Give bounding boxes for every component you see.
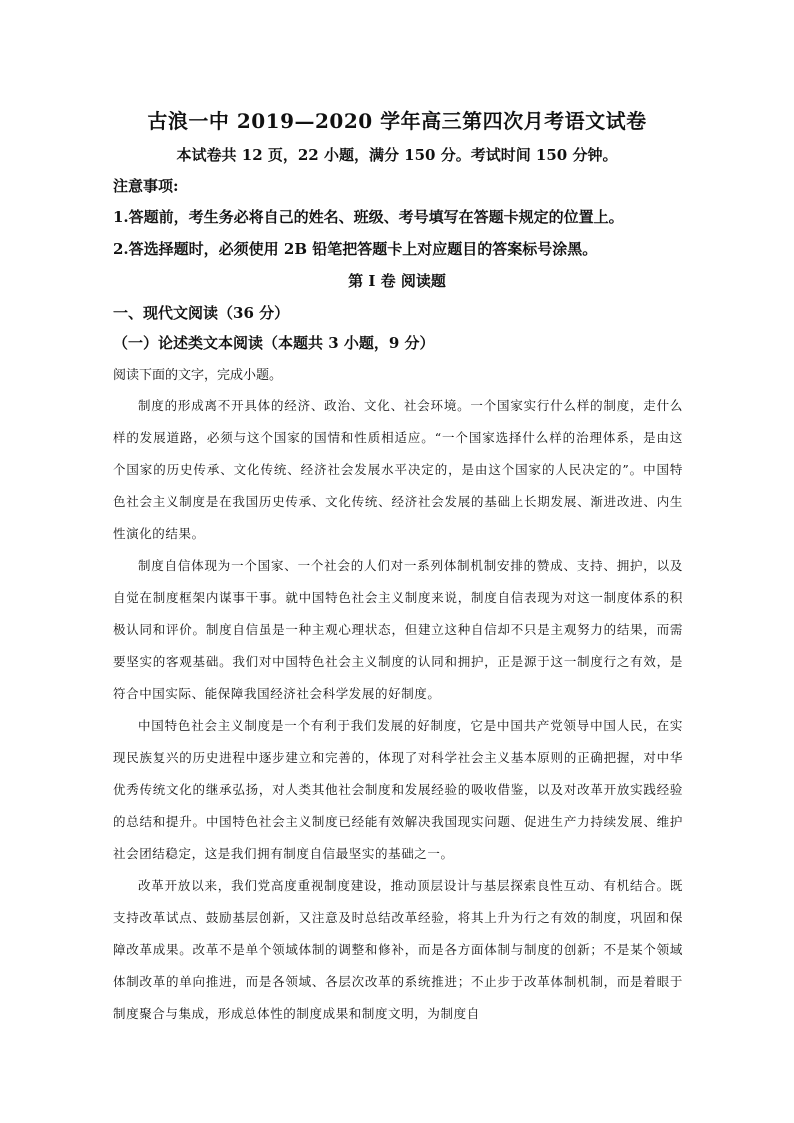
reading-instruction: 阅读下面的文字，完成小题。 xyxy=(113,368,283,383)
article-paragraph-1: 制度的形成离不开具体的经济、政治、文化、社会环境。一个国家实行什么样的制度，走什么样的发展道路，必须与这个国家的国情和性质相适应。“一个国家选择什么样的治理体系，是由这个国家的历史传承、文化传统、经济社会发展水平决定的，是由这个国家的人民决定的”。中国特色社会主义制度是在我国历史传承、文化传统、经济社会发展的基础上长期发展、渐进改进、内生性演化的结果。 xyxy=(113,398,683,541)
volume-title: 第 I 卷 阅读题 xyxy=(348,272,446,290)
notice-item-2: 2.答选择题时，必须使用 2B 铅笔把答题卡上对应题目的答案标号涂黑。 xyxy=(113,240,598,258)
article-paragraph-2: 制度自信体现为一个国家、一个社会的人们对一系列体制机制安排的赞成、支持、拥护，以及自觉在制度框架内谋事干事。就中国特色社会主义制度来说，制度自信表现为对这一制度体系的积极认同和评价。制度自信虽是一种主观心理状态，但建立这种自信却不只是主观努力的结果，而需要坚实的客观基础。我们对中国特色社会主义制度的认同和拥护，正是源于这一制度行之有效，是符合中国实际、能保障我国经济社会科学发展的好制度。 xyxy=(113,558,683,701)
article-paragraph-3: 中国特色社会主义制度是一个有利于我们发展的好制度，它是中国共产党领导中国人民，在实现民族复兴的历史进程中逐步建立和完善的，体现了对科学社会主义基本原则的正确把握，对中华优秀传统文化的继承弘扬，对人类其他社会制度和发展经验的吸收借鉴，以及对改革开放实践经验的总结和提升。中国特色社会主义制度已经能有效解决我国现实问题、促进生产力持续发展、维护社会团结稳定，这是我们拥有制度自信最坚实的基础之一。 xyxy=(113,718,683,861)
section-title: 一、现代文阅读（36 分） xyxy=(113,304,290,322)
article-paragraph-4: 改革开放以来，我们党高度重视制度建设，推动顶层设计与基层探索良性互动、有机结合。既支持改革试点、鼓励基层创新，又注意及时总结改革经验，将其上升为行之有效的制度，巩固和保障改革成果。改革不是单个领域体制的调整和修补，而是各方面体制与制度的创新；不是某个领域体制改革的单向推进，而是各领域、各层次改革的系统推进；不止步于改革体制机制，而是着眼于制度聚合与集成，形成总体性的制度成果和制度文明，为制度自 xyxy=(113,878,683,1021)
notice-item-1: 1.答题前，考生务必将自己的姓名、班级、考号填写在答题卡规定的位置上。 xyxy=(113,208,624,226)
exam-title: 古浪一中 2019—2020 学年高三第四次月考语文试卷 xyxy=(147,109,647,133)
subsection-title: （一）论述类文本阅读（本题共 3 小题，9 分） xyxy=(113,334,435,352)
exam-subtitle: 本试卷共 12 页，22 小题，满分 150 分。考试时间 150 分钟。 xyxy=(176,146,618,164)
notice-heading: 注意事项: xyxy=(113,177,179,195)
reading-article xyxy=(113,390,683,1030)
